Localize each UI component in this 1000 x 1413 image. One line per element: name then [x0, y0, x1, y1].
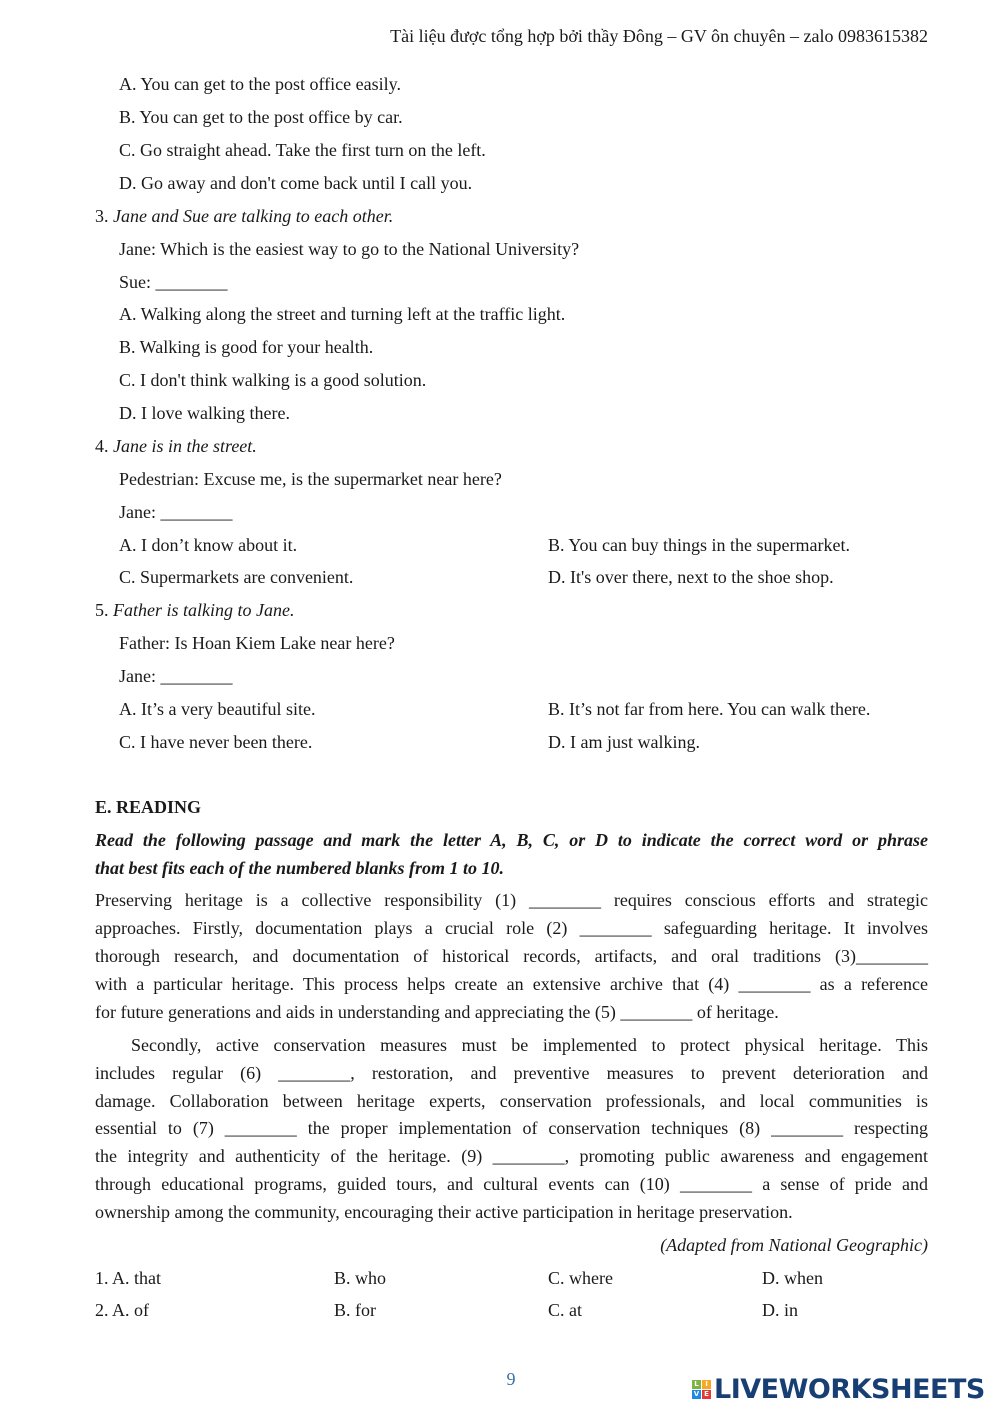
- passage-source: (Adapted from National Geographic): [660, 1235, 928, 1255]
- passage-line: damage. Collaboration between heritage experts, conservation professionals, and local communities is: [95, 1091, 928, 1111]
- answer-1b: B. who: [334, 1268, 387, 1288]
- q5-line1: Father: Is Hoan Kiem Lake near here?: [119, 633, 395, 653]
- q4-line2: Jane: ________: [119, 502, 233, 522]
- q4-option-d: D. It's over there, next to the shoe shop.: [548, 567, 834, 587]
- passage-line: approaches. Firstly, documentation plays a crucial role (2) ________ safeguarding heritage. It involves: [95, 918, 928, 938]
- q4-option-b: B. You can buy things in the supermarket.: [548, 535, 850, 555]
- logo-letter-block: V: [693, 1390, 700, 1398]
- q5-heading: [95, 599, 294, 621]
- q5-line2: Jane: ________: [119, 666, 233, 686]
- answer-2a: 2. A. of: [95, 1300, 149, 1320]
- passage-line: essential to (7) ________ the proper implementation of conservation techniques (8) ________ respecting: [95, 1118, 928, 1138]
- q2-option-a: A. You can get to the post office easily.: [119, 74, 401, 94]
- q3-line2: Sue: ________: [119, 272, 228, 292]
- answer-2b: B. for: [334, 1300, 376, 1320]
- q4-context: Jane is in the street.: [113, 436, 257, 456]
- live-blocks-icon: [692, 1380, 711, 1399]
- reading-instruction-line: that best fits each of the numbered blanks from 1 to 10.: [95, 858, 505, 878]
- answer-1c: C. where: [548, 1268, 613, 1288]
- q3-heading: [95, 205, 393, 227]
- passage-line: Secondly, active conservation measures must be implemented to protect physical heritage. This: [131, 1035, 928, 1055]
- liveworksheets-logo: [692, 1374, 985, 1405]
- passage-line: the integrity and authenticity of the heritage. (9) ________, promoting public awareness and engagement: [95, 1146, 928, 1166]
- passage-line: thorough research, and documentation of historical records, artifacts, and oral traditions (3)________: [95, 946, 928, 966]
- q3-context: Jane and Sue are talking to each other.: [113, 206, 394, 226]
- passage-line: with a particular heritage. This process helps create an extensive archive that (4) ________ as a reference: [95, 974, 928, 994]
- q2-option-d: D. Go away and don't come back until I call you.: [119, 173, 473, 193]
- passage-line: through educational programs, guided tours, and cultural events can (10) ________ a sense of pride and: [95, 1174, 928, 1194]
- logo-letter-block: E: [702, 1390, 711, 1399]
- page-number: 9: [506, 1369, 516, 1389]
- passage-line: for future generations and aids in understanding and appreciating the (5) ________ of heritage.: [95, 1002, 779, 1022]
- q3-option-d: D. I love walking there.: [119, 403, 290, 423]
- q4-line1: Pedestrian: Excuse me, is the supermarket near here?: [119, 469, 502, 489]
- answer-2c: C. at: [548, 1300, 582, 1320]
- passage-line: ownership among the community, encouraging their active participation in heritage preservation.: [95, 1202, 793, 1222]
- q3-option-b: B. Walking is good for your health.: [119, 337, 374, 357]
- q3-option-a: A. Walking along the street and turning left at the traffic light.: [119, 304, 566, 324]
- q4-option-c: C. Supermarkets are convenient.: [119, 567, 354, 587]
- q5-number: 5.: [95, 600, 109, 620]
- answer-2d: D. in: [762, 1300, 798, 1320]
- q5-option-b: B. It’s not far from here. You can walk there.: [548, 699, 871, 719]
- q4-number: 4.: [95, 436, 109, 456]
- page-header: Tài liệu được tổng hợp bởi thầy Đông – GV ôn chuyên – zalo 0983615382: [390, 26, 928, 46]
- q3-option-c: C. I don't think walking is a good solution.: [119, 370, 427, 390]
- answer-1d: D. when: [762, 1268, 823, 1288]
- logo-letter-block: L: [692, 1380, 701, 1389]
- answer-1a: 1. A. that: [95, 1268, 161, 1288]
- logo-letter-block: I: [702, 1380, 711, 1389]
- passage-line: includes regular (6) ________, restoration, and preventive measures to prevent deterioration and: [95, 1063, 928, 1083]
- logo-text: LIVEWORKSHEETS: [714, 1374, 985, 1405]
- q4-option-a: A. I don’t know about it.: [119, 535, 298, 555]
- q5-context: Father is talking to Jane.: [113, 600, 295, 620]
- q3-number: 3.: [95, 206, 109, 226]
- passage-line: Preserving heritage is a collective responsibility (1) ________ requires conscious efforts and strategic: [95, 890, 928, 910]
- q2-option-b: B. You can get to the post office by car.: [119, 107, 403, 127]
- q5-option-c: C. I have never been there.: [119, 732, 313, 752]
- q4-heading: [95, 435, 257, 457]
- q5-option-a: A. It’s a very beautiful site.: [119, 699, 316, 719]
- q2-option-c: C. Go straight ahead. Take the first turn on the left.: [119, 140, 486, 160]
- q3-line1: Jane: Which is the easiest way to go to the National University?: [119, 239, 580, 259]
- q5-option-d: D. I am just walking.: [548, 732, 700, 752]
- reading-instruction-line: Read the following passage and mark the letter A, B, C, or D to indicate the correct word or phrase: [95, 830, 928, 850]
- reading-section-title: E. READING: [95, 797, 202, 817]
